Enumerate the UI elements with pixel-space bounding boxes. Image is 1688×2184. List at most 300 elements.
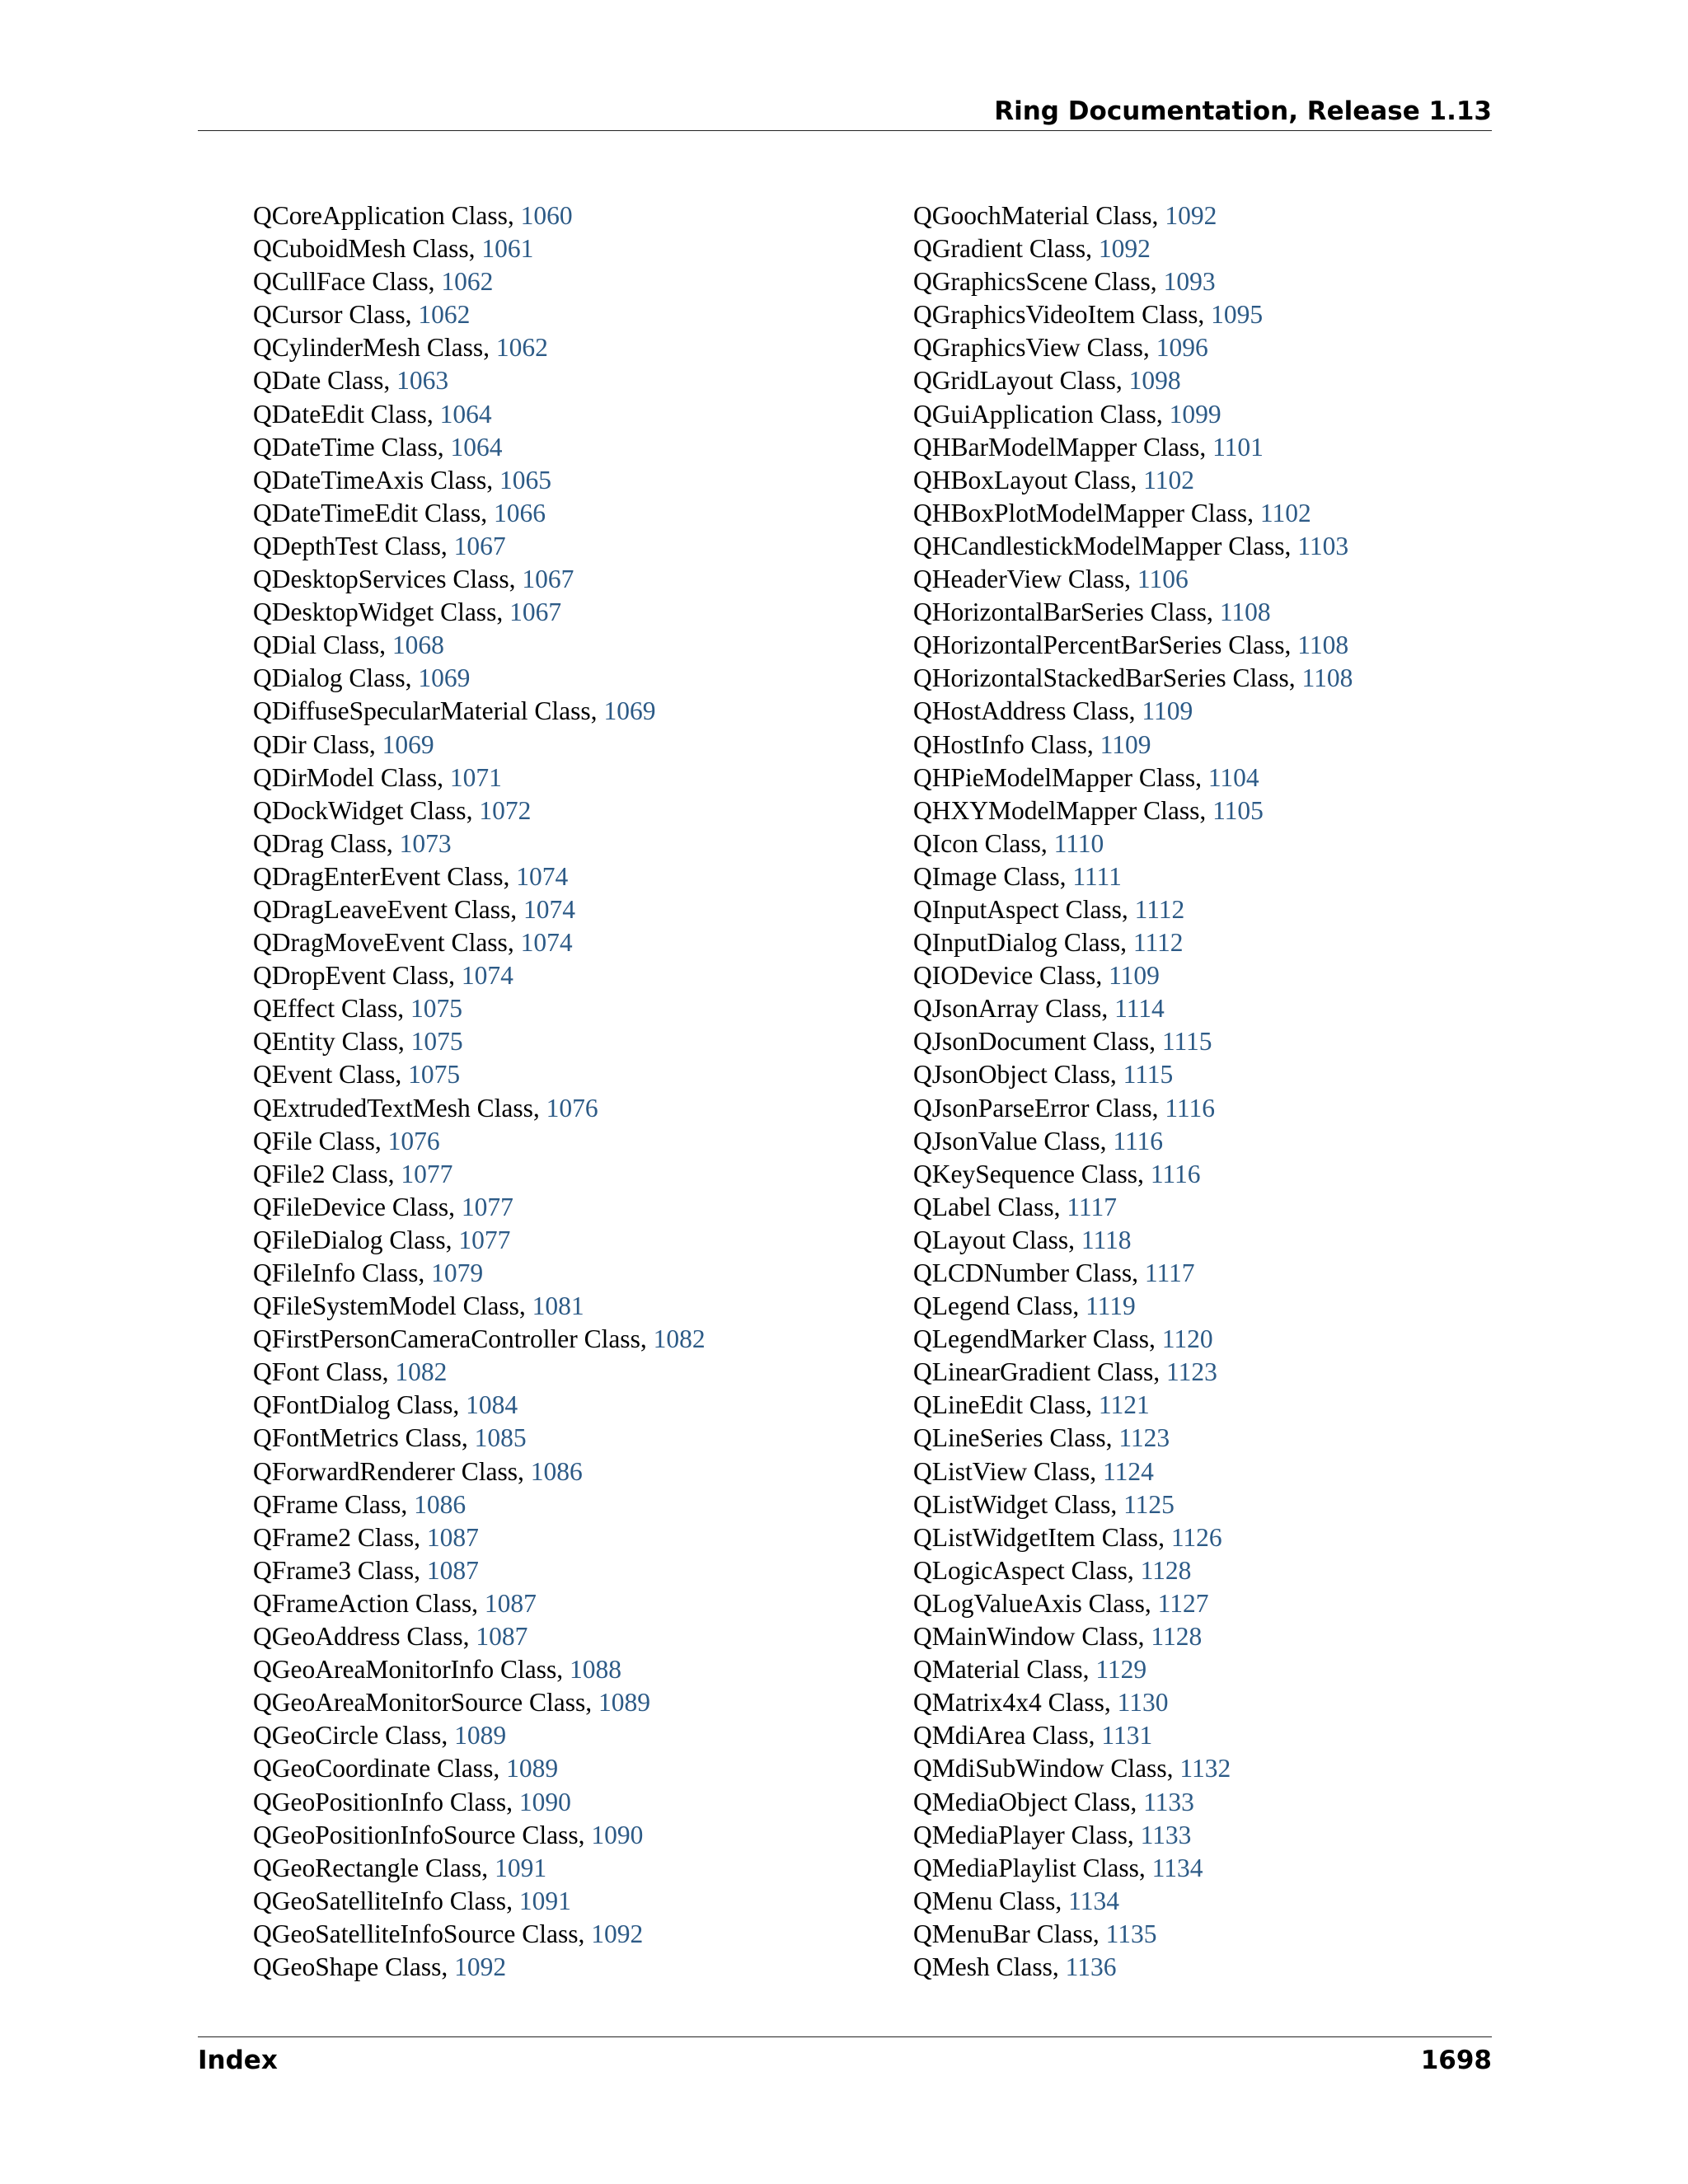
index-entry-name: QJsonArray Class, [913, 994, 1115, 1024]
index-entry [253, 1653, 706, 1686]
index-entry [913, 1686, 1353, 1719]
index-entry [913, 1323, 1353, 1356]
index-entry [913, 762, 1353, 794]
index-entry-name: QHBoxPlotModelMapper Class, [913, 498, 1260, 527]
index-page-link[interactable]: 1085 [474, 1423, 527, 1453]
index-page-link[interactable]: 1077 [458, 1225, 511, 1254]
index-entry [913, 530, 1353, 563]
index-entry-name: QFrame2 Class, [253, 1522, 427, 1552]
index-page-link[interactable]: 1075 [408, 1060, 461, 1090]
page-footer [198, 2036, 1492, 2082]
index-entry [913, 1554, 1353, 1587]
index-entry [913, 398, 1353, 431]
index-entry-name: QMainWindow Class, [913, 1622, 1151, 1652]
index-entry-name: QLineSeries Class, [913, 1423, 1119, 1453]
index-page-link[interactable]: 1061 [481, 234, 534, 264]
index-entry [253, 1852, 706, 1885]
index-entry [913, 1587, 1353, 1620]
index-page-link[interactable]: 1116 [1150, 1159, 1201, 1188]
index-entry-name: QGradient Class, [913, 234, 1099, 264]
index-page-link[interactable]: 1060 [520, 201, 573, 230]
index-entry-name: QFileSystemModel Class, [253, 1291, 532, 1321]
index-page-link[interactable]: 1067 [522, 565, 574, 594]
index-entry [913, 265, 1353, 298]
index-page-link[interactable]: 1089 [598, 1688, 651, 1718]
index-page-link[interactable]: 1075 [410, 994, 462, 1024]
index-page-link[interactable]: 1074 [523, 894, 576, 924]
index-page-link[interactable]: 1108 [1297, 630, 1349, 660]
index-entry-name: QInputAspect Class, [913, 894, 1135, 924]
index-entry [253, 1752, 706, 1785]
index-entry-name: QCylinderMesh Class, [253, 333, 496, 363]
index-page-link[interactable]: 1108 [1219, 598, 1271, 627]
index-page-link[interactable]: 1069 [382, 729, 434, 759]
index-entry-name: QFrameAction Class, [253, 1588, 485, 1618]
index-page-link[interactable]: 1120 [1161, 1324, 1213, 1354]
index-page-link[interactable]: 1132 [1179, 1754, 1231, 1783]
index-entry-name: QCursor Class, [253, 300, 419, 330]
index-page-link[interactable]: 1124 [1102, 1456, 1154, 1486]
index-page-link[interactable]: 1099 [1169, 399, 1221, 429]
page-number: 1698 [1420, 2046, 1492, 2075]
index-page-link[interactable]: 1069 [418, 663, 471, 693]
index-page-link[interactable]: 1127 [1157, 1588, 1209, 1618]
index-page-link[interactable]: 1102 [1259, 498, 1311, 527]
index-entry [913, 1653, 1353, 1686]
index-entry-name: QFirstPersonCameraController Class, [253, 1324, 654, 1354]
index-page-link[interactable]: 1092 [1098, 234, 1151, 264]
index-entry-name: QEvent Class, [253, 1060, 409, 1090]
index-entry [253, 1620, 706, 1653]
index-entry-name: QLogValueAxis Class, [913, 1588, 1158, 1618]
index-entry [913, 199, 1353, 232]
index-page-link[interactable]: 1062 [441, 267, 494, 297]
index-entry [253, 1951, 706, 1984]
index-page-link[interactable]: 1130 [1117, 1688, 1169, 1718]
index-page-link[interactable]: 1079 [431, 1258, 484, 1287]
index-entry-name: QFrame3 Class, [253, 1555, 427, 1585]
index-page-link[interactable]: 1093 [1163, 267, 1216, 297]
index-entry-name: QDir Class, [253, 729, 382, 759]
index-page-link[interactable]: 1117 [1067, 1192, 1118, 1221]
index-entry-name: QHostInfo Class, [913, 729, 1100, 759]
index-entry-name: QCullFace Class, [253, 267, 442, 297]
index-entry [913, 1058, 1353, 1091]
index-entry-name: QFile2 Class, [253, 1159, 401, 1188]
index-page-link[interactable]: 1065 [499, 465, 551, 494]
index-entry-name: QMediaPlaylist Class, [913, 1853, 1152, 1882]
index-page-link[interactable]: 1121 [1098, 1390, 1150, 1420]
index-entry [913, 298, 1353, 331]
index-entry [913, 232, 1353, 265]
index-page-link[interactable]: 1112 [1134, 894, 1185, 924]
index-page-link[interactable]: 1101 [1212, 432, 1264, 462]
index-entry [253, 1918, 706, 1951]
index-entry-name: QDialog Class, [253, 663, 419, 693]
index-entry-name: QGeoCoordinate Class, [253, 1754, 507, 1783]
index-entry [253, 431, 706, 464]
index-page-link[interactable]: 1090 [518, 1787, 571, 1816]
index-page-link[interactable]: 1098 [1128, 366, 1181, 396]
index-page-link[interactable]: 1064 [439, 399, 492, 429]
index-entry [253, 497, 706, 530]
index-page-link[interactable]: 1126 [1170, 1522, 1222, 1552]
index-page-link[interactable]: 1064 [450, 432, 503, 462]
index-entry-name: QLineEdit Class, [913, 1390, 1099, 1420]
index-entry [253, 1158, 706, 1191]
index-page-link[interactable]: 1092 [591, 1919, 644, 1948]
index-page-link[interactable]: 1071 [449, 762, 502, 792]
index-entry-name: QMediaObject Class, [913, 1787, 1144, 1816]
index-page-link[interactable]: 1076 [546, 1093, 598, 1122]
index-entry [913, 1025, 1353, 1058]
index-entry [913, 1455, 1353, 1488]
index-entry-name: QGeoAreaMonitorInfo Class, [253, 1655, 570, 1685]
index-entry [253, 1885, 706, 1918]
index-entry [913, 1719, 1353, 1752]
index-page-link[interactable]: 1087 [484, 1588, 537, 1618]
index-page-link[interactable]: 1134 [1151, 1853, 1203, 1882]
index-entry [913, 1224, 1353, 1257]
index-entry-name: QLegend Class, [913, 1291, 1086, 1321]
index-entry-name: QDragLeaveEvent Class, [253, 894, 524, 924]
index-page-link[interactable]: 1096 [1156, 333, 1208, 363]
index-entry [913, 893, 1353, 926]
index-page-link[interactable]: 1068 [392, 630, 444, 660]
index-entry-name: QGraphicsVideoItem Class, [913, 300, 1212, 330]
index-entry-name: QDateTimeEdit Class, [253, 498, 494, 527]
index-entry [913, 1752, 1353, 1785]
index-entry [253, 992, 706, 1025]
index-entry [253, 265, 706, 298]
index-entry-name: QDateTimeAxis Class, [253, 465, 499, 494]
index-page-link[interactable]: 1135 [1105, 1919, 1157, 1948]
index-page-link[interactable]: 1077 [461, 1192, 513, 1221]
index-page-link[interactable]: 1115 [1161, 1027, 1212, 1057]
index-entry-name: QDirModel Class, [253, 762, 450, 792]
index-page-link[interactable]: 1084 [466, 1390, 518, 1420]
index-entry [253, 331, 706, 364]
index-entry [913, 1819, 1353, 1852]
index-entry-name: QDropEvent Class, [253, 961, 462, 991]
index-page-link[interactable]: 1062 [418, 300, 471, 330]
index-entry [253, 530, 706, 563]
index-entry-name: QGeoSatelliteInfo Class, [253, 1886, 519, 1915]
index-page-link[interactable]: 1128 [1140, 1555, 1192, 1585]
index-entry [253, 695, 706, 728]
index-entry-name: QDesktopServices Class, [253, 565, 523, 594]
index-entry [913, 926, 1353, 959]
index-entry [253, 1290, 706, 1323]
index-entry [913, 1290, 1353, 1323]
index-entry [913, 1885, 1353, 1918]
index-entry [253, 199, 706, 232]
index-entry-name: QFileDialog Class, [253, 1225, 459, 1254]
index-page-link[interactable]: 1110 [1053, 828, 1104, 858]
index-entry [913, 497, 1353, 530]
index-entry [253, 1191, 706, 1224]
index-entry [913, 959, 1353, 992]
index-entry [913, 1158, 1353, 1191]
index-entry [253, 629, 706, 662]
index-page-link[interactable]: 1081 [532, 1291, 584, 1321]
index-page-link[interactable]: 1072 [479, 795, 532, 825]
index-entry-name: QDateTime Class, [253, 432, 451, 462]
index-entry [913, 1422, 1353, 1455]
index-entry [913, 1125, 1353, 1158]
index-page-link[interactable]: 1077 [401, 1159, 453, 1188]
index-entry [913, 1786, 1353, 1819]
index-entry [253, 1587, 706, 1620]
index-page-link[interactable]: 1066 [493, 498, 546, 527]
index-entry [913, 464, 1353, 497]
index-entry-name: QDragMoveEvent Class, [253, 928, 521, 958]
index-entry-name: QCoreApplication Class, [253, 201, 521, 230]
index-page-link[interactable]: 1076 [387, 1126, 440, 1155]
index-entry-name: QMaterial Class, [913, 1655, 1096, 1685]
index-entry-name: QDepthTest Class, [253, 531, 454, 560]
index-entry [253, 1092, 706, 1125]
index-entry [913, 992, 1353, 1025]
index-entry-name: QEffect Class, [253, 994, 410, 1024]
index-entry-name: QDateEdit Class, [253, 399, 440, 429]
index-page-link[interactable]: 1067 [509, 598, 562, 627]
index-page-link[interactable]: 1114 [1114, 994, 1165, 1024]
index-page-link[interactable]: 1086 [414, 1489, 467, 1519]
index-entry [253, 596, 706, 629]
index-entry [913, 1951, 1353, 1984]
index-page-link[interactable]: 1128 [1151, 1622, 1203, 1652]
index-entry [253, 1521, 706, 1554]
index-page-link[interactable]: 1109 [1142, 696, 1193, 726]
index-entry [253, 1224, 706, 1257]
index-page-link[interactable]: 1092 [454, 1952, 507, 1981]
index-page-link[interactable]: 1108 [1301, 663, 1353, 693]
index-entry [913, 431, 1353, 464]
index-page-link[interactable]: 1102 [1143, 465, 1194, 494]
index-entry-name: QIcon Class, [913, 828, 1054, 858]
index-entry-name: QGraphicsScene Class, [913, 267, 1164, 297]
index-page-link[interactable]: 1133 [1143, 1787, 1194, 1816]
index-entry-name: QFileInfo Class, [253, 1258, 432, 1287]
index-entry [913, 860, 1353, 893]
index-page-link[interactable]: 1109 [1100, 729, 1151, 759]
index-entry-name: QFont Class, [253, 1357, 396, 1387]
index-entry [913, 1389, 1353, 1422]
index-entry-name: QHPieModelMapper Class, [913, 762, 1208, 792]
index-entry [253, 364, 706, 397]
index-page-link[interactable]: 1134 [1068, 1886, 1119, 1915]
index-entry-name: QHorizontalBarSeries Class, [913, 598, 1220, 627]
index-page-link[interactable]: 1074 [520, 928, 573, 958]
index-entry-name: QHBoxLayout Class, [913, 465, 1144, 494]
index-column-left [253, 199, 706, 1984]
index-entry [253, 1058, 706, 1091]
index-entry [253, 1389, 706, 1422]
index-entry-name: QFrame Class, [253, 1489, 415, 1519]
index-entry-name: QDockWidget Class, [253, 795, 480, 825]
index-entry-name: QEntity Class, [253, 1027, 411, 1057]
index-entry-name: QDiffuseSpecularMaterial Class, [253, 696, 604, 726]
index-page-link[interactable]: 1087 [426, 1522, 479, 1552]
index-page-link[interactable]: 1089 [454, 1721, 507, 1750]
index-page-link[interactable]: 1106 [1137, 565, 1189, 594]
index-entry-name: QMdiArea Class, [913, 1721, 1102, 1750]
index-entry [253, 1323, 706, 1356]
index-page-link[interactable]: 1123 [1166, 1357, 1217, 1387]
index-page-link[interactable]: 1123 [1118, 1423, 1170, 1453]
index-entry-name: QCuboidMesh Class, [253, 234, 482, 264]
index-entry-name: QDrag Class, [253, 828, 400, 858]
index-entry [913, 1918, 1353, 1951]
index-entry [253, 827, 706, 860]
page-header [198, 92, 1492, 131]
index-entry [253, 926, 706, 959]
index-page-link[interactable]: 1095 [1211, 300, 1264, 330]
index-page-link[interactable]: 1115 [1123, 1060, 1174, 1090]
index-entry-name: QForwardRenderer Class, [253, 1456, 531, 1486]
index-entry-name: QJsonValue Class, [913, 1126, 1114, 1155]
index-entry-name: QHostAddress Class, [913, 696, 1142, 726]
index-entry-name: QDesktopWidget Class, [253, 598, 510, 627]
index-entry-name: QHeaderView Class, [913, 565, 1137, 594]
footer-section-label: Index [198, 2046, 278, 2075]
index-page-link[interactable]: 1069 [603, 696, 656, 726]
index-page-link[interactable]: 1119 [1085, 1291, 1136, 1321]
index-entry [913, 729, 1353, 762]
index-page-link[interactable]: 1136 [1065, 1952, 1117, 1981]
index-page-link[interactable]: 1087 [426, 1555, 479, 1585]
index-entry-name: QDragEnterEvent Class, [253, 861, 517, 891]
index-entry [913, 1257, 1353, 1290]
index-entry [913, 596, 1353, 629]
index-entry [913, 331, 1353, 364]
index-page-link[interactable]: 1075 [410, 1027, 463, 1057]
index-page-link[interactable]: 1109 [1109, 961, 1160, 991]
index-column-right [913, 199, 1353, 1984]
index-page-link[interactable]: 1117 [1144, 1258, 1195, 1287]
index-page-link[interactable]: 1111 [1072, 861, 1122, 891]
index-entry-name: QGeoAddress Class, [253, 1622, 476, 1652]
index-entry-name: QHBarModelMapper Class, [913, 432, 1213, 462]
index-page-link[interactable]: 1133 [1140, 1820, 1192, 1849]
index-page-link[interactable]: 1073 [399, 828, 452, 858]
index-page-link[interactable]: 1104 [1207, 762, 1259, 792]
index-entry [913, 1488, 1353, 1521]
index-entry-name: QHorizontalPercentBarSeries Class, [913, 630, 1298, 660]
index-entry [913, 695, 1353, 728]
index-entry-name: QMesh Class, [913, 1952, 1066, 1981]
index-page-link[interactable]: 1089 [506, 1754, 559, 1783]
index-entry [253, 959, 706, 992]
index-page-link[interactable]: 1105 [1212, 795, 1264, 825]
index-entry [253, 729, 706, 762]
index-entry [253, 860, 706, 893]
index-page-link[interactable]: 1082 [653, 1324, 706, 1354]
index-entry-name: QGraphicsView Class, [913, 333, 1156, 363]
index-page-link[interactable]: 1082 [395, 1357, 448, 1387]
index-page-link[interactable]: 1063 [396, 366, 449, 396]
index-page-link[interactable]: 1088 [570, 1655, 622, 1685]
index-entry-name: QFile Class, [253, 1126, 388, 1155]
index-page-link[interactable]: 1125 [1123, 1489, 1175, 1519]
index-entry-name: QDial Class, [253, 630, 392, 660]
index-entry-name: QGeoPositionInfoSource Class, [253, 1820, 592, 1849]
index-entry-name: QInputDialog Class, [913, 928, 1133, 958]
index-entry-name: QFontDialog Class, [253, 1390, 467, 1420]
index-entry-name: QFontMetrics Class, [253, 1423, 475, 1453]
index-entry-name: QIODevice Class, [913, 961, 1109, 991]
index-entry-name: QLabel Class, [913, 1192, 1067, 1221]
index-entry [253, 1125, 706, 1158]
index-page-link[interactable]: 1092 [1165, 201, 1217, 230]
document-title: Ring Documentation, Release 1.13 [994, 96, 1492, 126]
index-page-link[interactable]: 1074 [516, 861, 569, 891]
index-entry [253, 662, 706, 695]
index-entry-name: QLayout Class, [913, 1225, 1081, 1254]
index-entry-name: QGeoSatelliteInfoSource Class, [253, 1919, 592, 1948]
index-entry [913, 364, 1353, 397]
index-entry [913, 794, 1353, 827]
index-entry-name: QMenu Class, [913, 1886, 1069, 1915]
index-entry [253, 1356, 706, 1389]
index-page-link[interactable]: 1067 [453, 531, 506, 560]
index-entry [913, 827, 1353, 860]
index-page-link[interactable]: 1116 [1113, 1126, 1164, 1155]
index-entry-name: QHorizontalStackedBarSeries Class, [913, 663, 1302, 693]
index-page-link[interactable]: 1087 [476, 1622, 528, 1652]
index-entry [253, 232, 706, 265]
index-page-link[interactable]: 1103 [1297, 531, 1349, 560]
index-page-link[interactable]: 1118 [1081, 1225, 1132, 1254]
index-entry-name: QExtrudedTextMesh Class, [253, 1093, 546, 1122]
index-page-link[interactable]: 1090 [591, 1820, 644, 1849]
index-page-link[interactable]: 1091 [495, 1853, 547, 1882]
index-entry-name: QGoochMaterial Class, [913, 201, 1165, 230]
index-entry-name: QImage Class, [913, 861, 1073, 891]
index-entry [913, 1092, 1353, 1125]
index-entry-name: QJsonDocument Class, [913, 1027, 1162, 1057]
index-entry-name: QGeoCircle Class, [253, 1721, 455, 1750]
index-entry [913, 1852, 1353, 1885]
index-entry-name: QMdiSubWindow Class, [913, 1754, 1180, 1783]
index-entry [253, 1686, 706, 1719]
index-entry-name: QGuiApplication Class, [913, 399, 1170, 429]
index-entry-name: QLegendMarker Class, [913, 1324, 1162, 1354]
index-entry [253, 1786, 706, 1819]
index-page-link[interactable]: 1062 [495, 333, 548, 363]
index-entry-name: QLogicAspect Class, [913, 1555, 1141, 1585]
index-entry-name: QListView Class, [913, 1456, 1103, 1486]
index-entry-name: QHXYModelMapper Class, [913, 795, 1213, 825]
index-entry [913, 1191, 1353, 1224]
index-page-link[interactable]: 1074 [461, 961, 513, 991]
index-page-link[interactable]: 1129 [1095, 1655, 1147, 1685]
index-page-link[interactable]: 1112 [1132, 928, 1184, 958]
index-entry-name: QMatrix4x4 Class, [913, 1688, 1118, 1718]
index-entry [253, 1719, 706, 1752]
index-page-link[interactable]: 1131 [1101, 1721, 1153, 1750]
index-page-link[interactable]: 1086 [530, 1456, 583, 1486]
index-entry [253, 1819, 706, 1852]
index-entry [913, 662, 1353, 695]
index-page-link[interactable]: 1116 [1165, 1093, 1216, 1122]
index-entry-name: QMenuBar Class, [913, 1919, 1106, 1948]
index-page-link[interactable]: 1091 [518, 1886, 571, 1915]
index-entry [253, 893, 706, 926]
index-entry [253, 1025, 706, 1058]
index-entry-name: QGeoAreaMonitorSource Class, [253, 1688, 599, 1718]
